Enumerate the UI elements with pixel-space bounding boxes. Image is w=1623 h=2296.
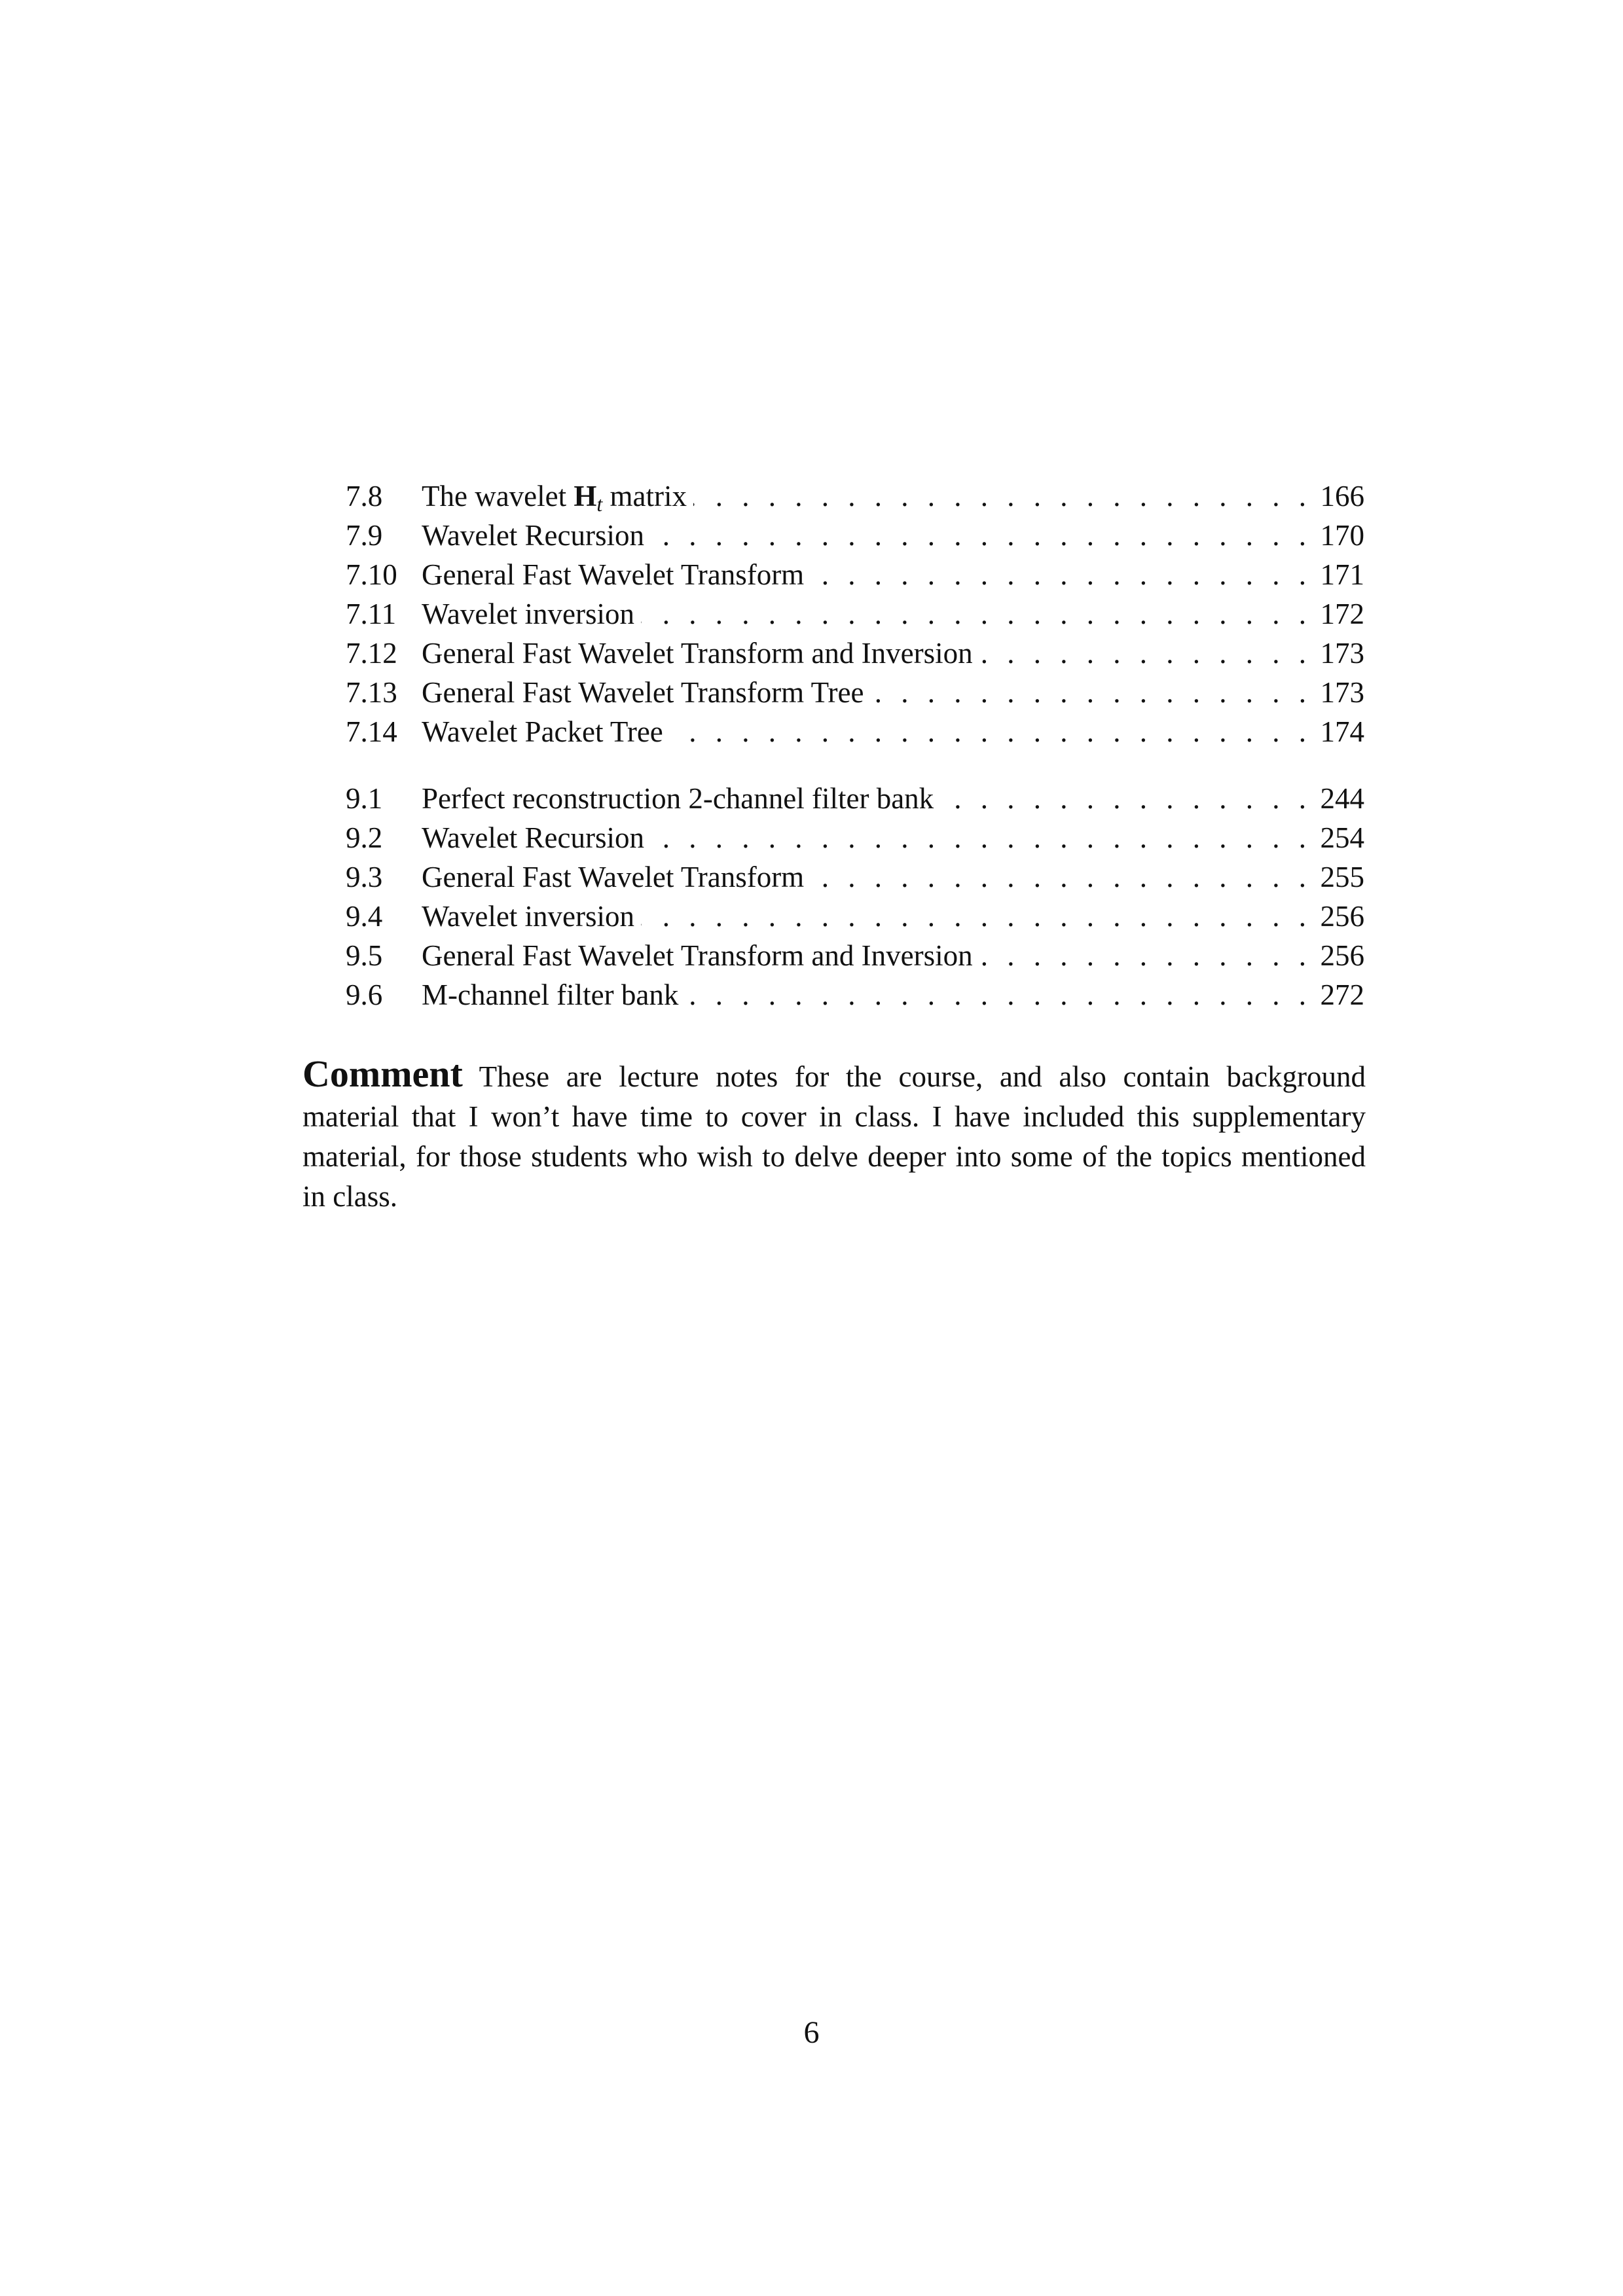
toc-dot-leader (641, 897, 1312, 936)
toc-dot-leader (940, 779, 1312, 818)
toc-entry[interactable] (346, 476, 1364, 516)
toc-entry-number: 9.4 (346, 900, 383, 933)
toc-entry-page: 256 (1320, 939, 1364, 972)
toc-entry-page: 171 (1320, 558, 1364, 591)
toc-entry-page: 166 (1320, 480, 1364, 512)
toc-entry-number: 7.10 (346, 558, 397, 591)
toc-entry-title: Wavelet Packet Tree (422, 715, 663, 748)
toc-entry[interactable] (346, 936, 1364, 975)
toc-entry[interactable] (346, 779, 1364, 818)
toc-entry-title: Wavelet Recursion (422, 519, 645, 552)
toc-dot-leader (685, 975, 1312, 1014)
toc-dot-leader (979, 936, 1312, 975)
toc-entry-number: 7.8 (346, 480, 383, 512)
toc-entry-page: 254 (1320, 821, 1364, 854)
toc-entry-number: 9.1 (346, 782, 383, 815)
toc-entry-title: Perfect reconstruction 2-channel filter bank (422, 782, 934, 815)
toc-entry[interactable] (346, 712, 1364, 751)
toc-entry[interactable] (346, 634, 1364, 673)
toc-entry-page: 244 (1320, 782, 1364, 815)
toc-entry-number: 9.2 (346, 821, 383, 854)
toc-list-chapter-7 (346, 476, 1364, 751)
comment-heading: Comment (302, 1052, 463, 1095)
toc-entry-page: 255 (1320, 861, 1364, 893)
toc-entry-title: M-channel filter bank (422, 978, 679, 1011)
toc-entry[interactable] (346, 555, 1364, 594)
toc-entry-title: General Fast Wavelet Transform and Inversion (422, 939, 973, 972)
toc-dot-leader (693, 476, 1312, 516)
toc-dot-leader (811, 555, 1312, 594)
toc-entry-title: Wavelet inversion (422, 598, 635, 630)
toc-entry[interactable] (346, 673, 1364, 712)
toc-entry-number: 7.13 (346, 676, 397, 709)
toc-entry-number: 7.9 (346, 519, 383, 552)
toc-entry[interactable] (346, 818, 1364, 857)
toc-entry[interactable] (346, 857, 1364, 897)
toc-list-chapter-9 (346, 779, 1364, 1014)
toc-entry-number: 9.5 (346, 939, 383, 972)
toc-entry-title: General Fast Wavelet Transform and Inversion (422, 637, 973, 670)
toc-entry-page: 174 (1320, 715, 1364, 748)
toc-entry-title: The wavelet Ht matrix (422, 480, 687, 516)
comment-body: These are lecture notes for the course, and also contain background material that I won’t have time to cover in class. I have included this supplementary material, for those students who wish to delve deeper into some of the topics mentioned in class. (302, 1060, 1366, 1213)
toc-dot-leader (670, 712, 1312, 751)
toc-entry[interactable] (346, 594, 1364, 634)
toc-dot-leader (651, 516, 1312, 555)
toc-entry-page: 173 (1320, 676, 1364, 709)
toc-entry-page: 172 (1320, 598, 1364, 630)
toc-entry-number: 7.14 (346, 715, 397, 748)
toc-entry-page: 256 (1320, 900, 1364, 933)
comment-paragraph (302, 1054, 1366, 1217)
page-number: 6 (803, 2015, 820, 2050)
toc-entry-number: 7.11 (346, 598, 397, 630)
toc-entry-page: 170 (1320, 519, 1364, 552)
toc-entry-title: Wavelet Recursion (422, 821, 645, 854)
toc-dot-leader (870, 673, 1312, 712)
toc-dot-leader (641, 594, 1312, 634)
toc-entry[interactable] (346, 975, 1364, 1014)
toc-entry-title: General Fast Wavelet Transform Tree (422, 676, 864, 709)
toc-entry-title: Wavelet inversion (422, 900, 635, 933)
toc-entry[interactable] (346, 897, 1364, 936)
toc-dot-leader (811, 857, 1312, 897)
toc-entry-number: 9.3 (346, 861, 383, 893)
toc-dot-leader (979, 634, 1312, 673)
toc-entry-page: 173 (1320, 637, 1364, 670)
toc-dot-leader (651, 818, 1312, 857)
toc-entry-number: 9.6 (346, 978, 383, 1011)
toc-entry[interactable] (346, 516, 1364, 555)
toc-entry-title: General Fast Wavelet Transform (422, 558, 805, 591)
toc-entry-number: 7.12 (346, 637, 397, 670)
toc-entry-title: General Fast Wavelet Transform (422, 861, 805, 893)
toc-entry-page: 272 (1320, 978, 1364, 1011)
